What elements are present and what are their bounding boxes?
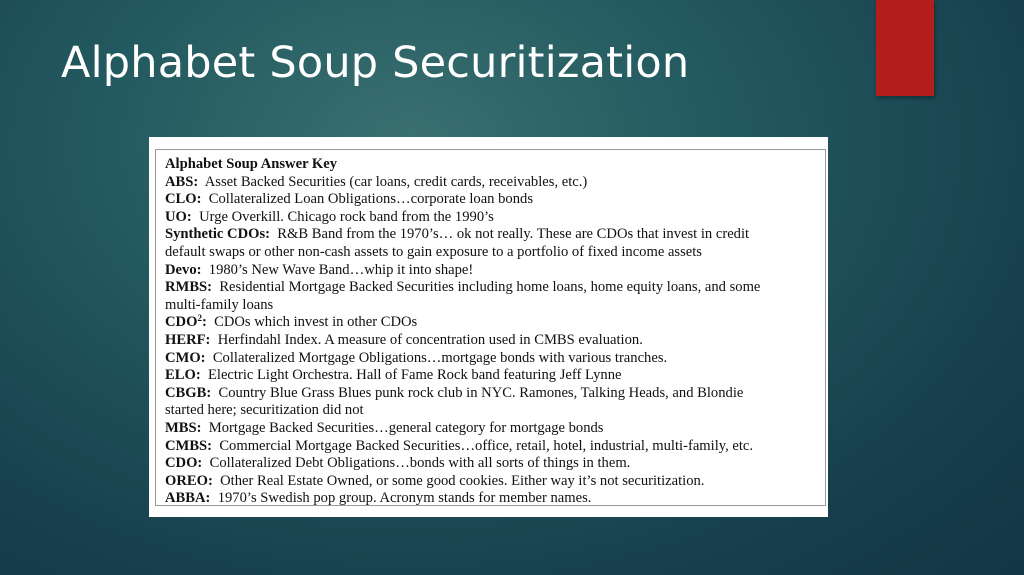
entry-definition: multi-family loans (165, 296, 274, 313)
entry-definition: Collateralized Mortgage Obligations…mortgage bonds with various tranches. (212, 349, 668, 366)
entry-term: CMO: (165, 349, 206, 366)
answer-key-entry-continuation (165, 244, 817, 262)
entry-definition: Herfindahl Index. A measure of concentration used in CMBS evaluation. (217, 331, 643, 348)
answer-key-entry (165, 174, 817, 192)
answer-key-entry (165, 438, 817, 456)
answer-key-box (155, 149, 826, 506)
answer-key-image (149, 137, 828, 517)
answer-key-entry (165, 314, 817, 332)
answer-key-entry (165, 332, 817, 350)
entry-term: ABS: (165, 173, 199, 190)
entry-term-superscript: 2 (197, 313, 202, 324)
entry-definition: Collateralized Debt Obligations…bonds with all sorts of things in them. (209, 455, 631, 472)
entry-term: ABBA: (165, 490, 211, 507)
entry-definition: Asset Backed Securities (car loans, credit cards, receivables, etc.) (204, 173, 588, 190)
entry-definition: 1980’s New Wave Band…whip it into shape! (208, 261, 474, 278)
answer-key-entry (165, 209, 817, 227)
entry-term: CBGB: (165, 384, 212, 401)
entry-definition: Residential Mortgage Backed Securities including home loans, home equity loans, and some (219, 279, 761, 296)
entry-definition: Urge Overkill. Chicago rock band from the 1990’s (199, 208, 494, 225)
entry-definition: 1970’s Swedish pop group. Acronym stands for member names. (217, 490, 592, 507)
answer-key-entry (165, 226, 817, 244)
answer-key-entry (165, 279, 817, 297)
entry-term: CDO$^2$: (165, 313, 207, 331)
entry-term: RMBS: (165, 279, 213, 296)
answer-key-heading: Alphabet Soup Answer Key (165, 156, 338, 172)
answer-key-entry (165, 367, 817, 385)
entry-definition: Commercial Mortgage Backed Securities…office, retail, hotel, industrial, multi-family, etc. (219, 437, 754, 454)
entry-term: UO: (165, 208, 192, 225)
answer-key-entry (165, 191, 817, 209)
entry-definition: R&B Band from the 1970’s… ok not really. These are CDOs that invest in credit (277, 226, 750, 243)
answer-key-entry (165, 350, 817, 368)
answer-key-entry-continuation (165, 402, 817, 420)
entry-definition: Mortgage Backed Securities…general category for mortgage bonds (208, 419, 604, 436)
answer-key-list (165, 174, 817, 508)
entry-term: HERF: (165, 331, 211, 348)
entry-definition: Country Blue Grass Blues punk rock club in NYC. Ramones, Talking Heads, and Blondie (218, 384, 744, 401)
accent-bar (876, 0, 934, 96)
entry-definition: Other Real Estate Owned, or some good cookies. Either way it’s not securitization. (220, 472, 705, 489)
answer-key-entry (165, 420, 817, 438)
entry-term: CMBS: (165, 437, 213, 454)
entry-term-colon: : (201, 314, 207, 331)
entry-definition: started here; securitization did not (165, 402, 364, 419)
entry-term: Synthetic CDOs: (165, 226, 270, 243)
answer-key-entry (165, 385, 817, 403)
entry-term: ELO: (165, 367, 201, 384)
entry-term: CLO: (165, 191, 202, 208)
entry-term: MBS: (165, 419, 202, 436)
answer-key-entry (165, 473, 817, 491)
answer-key-entry (165, 262, 817, 280)
answer-key-entry (165, 490, 817, 508)
answer-key-entry-continuation (165, 297, 817, 315)
entry-definition: Electric Light Orchestra. Hall of Fame Rock band featuring Jeff Lynne (207, 367, 622, 384)
entry-term: OREO: (165, 472, 213, 489)
entry-term: CDO: (165, 455, 203, 472)
slide-title: Alphabet Soup Securitization (61, 38, 690, 88)
entry-definition: Collateralized Loan Obligations…corporate loan bonds (208, 191, 533, 208)
entry-definition: CDOs which invest in other CDOs (214, 314, 418, 331)
entry-term: Devo: (165, 261, 202, 278)
entry-definition: default swaps or other non-cash assets to gain exposure to a portfolio of fixed income assets (165, 243, 702, 260)
answer-key-entry (165, 455, 817, 473)
